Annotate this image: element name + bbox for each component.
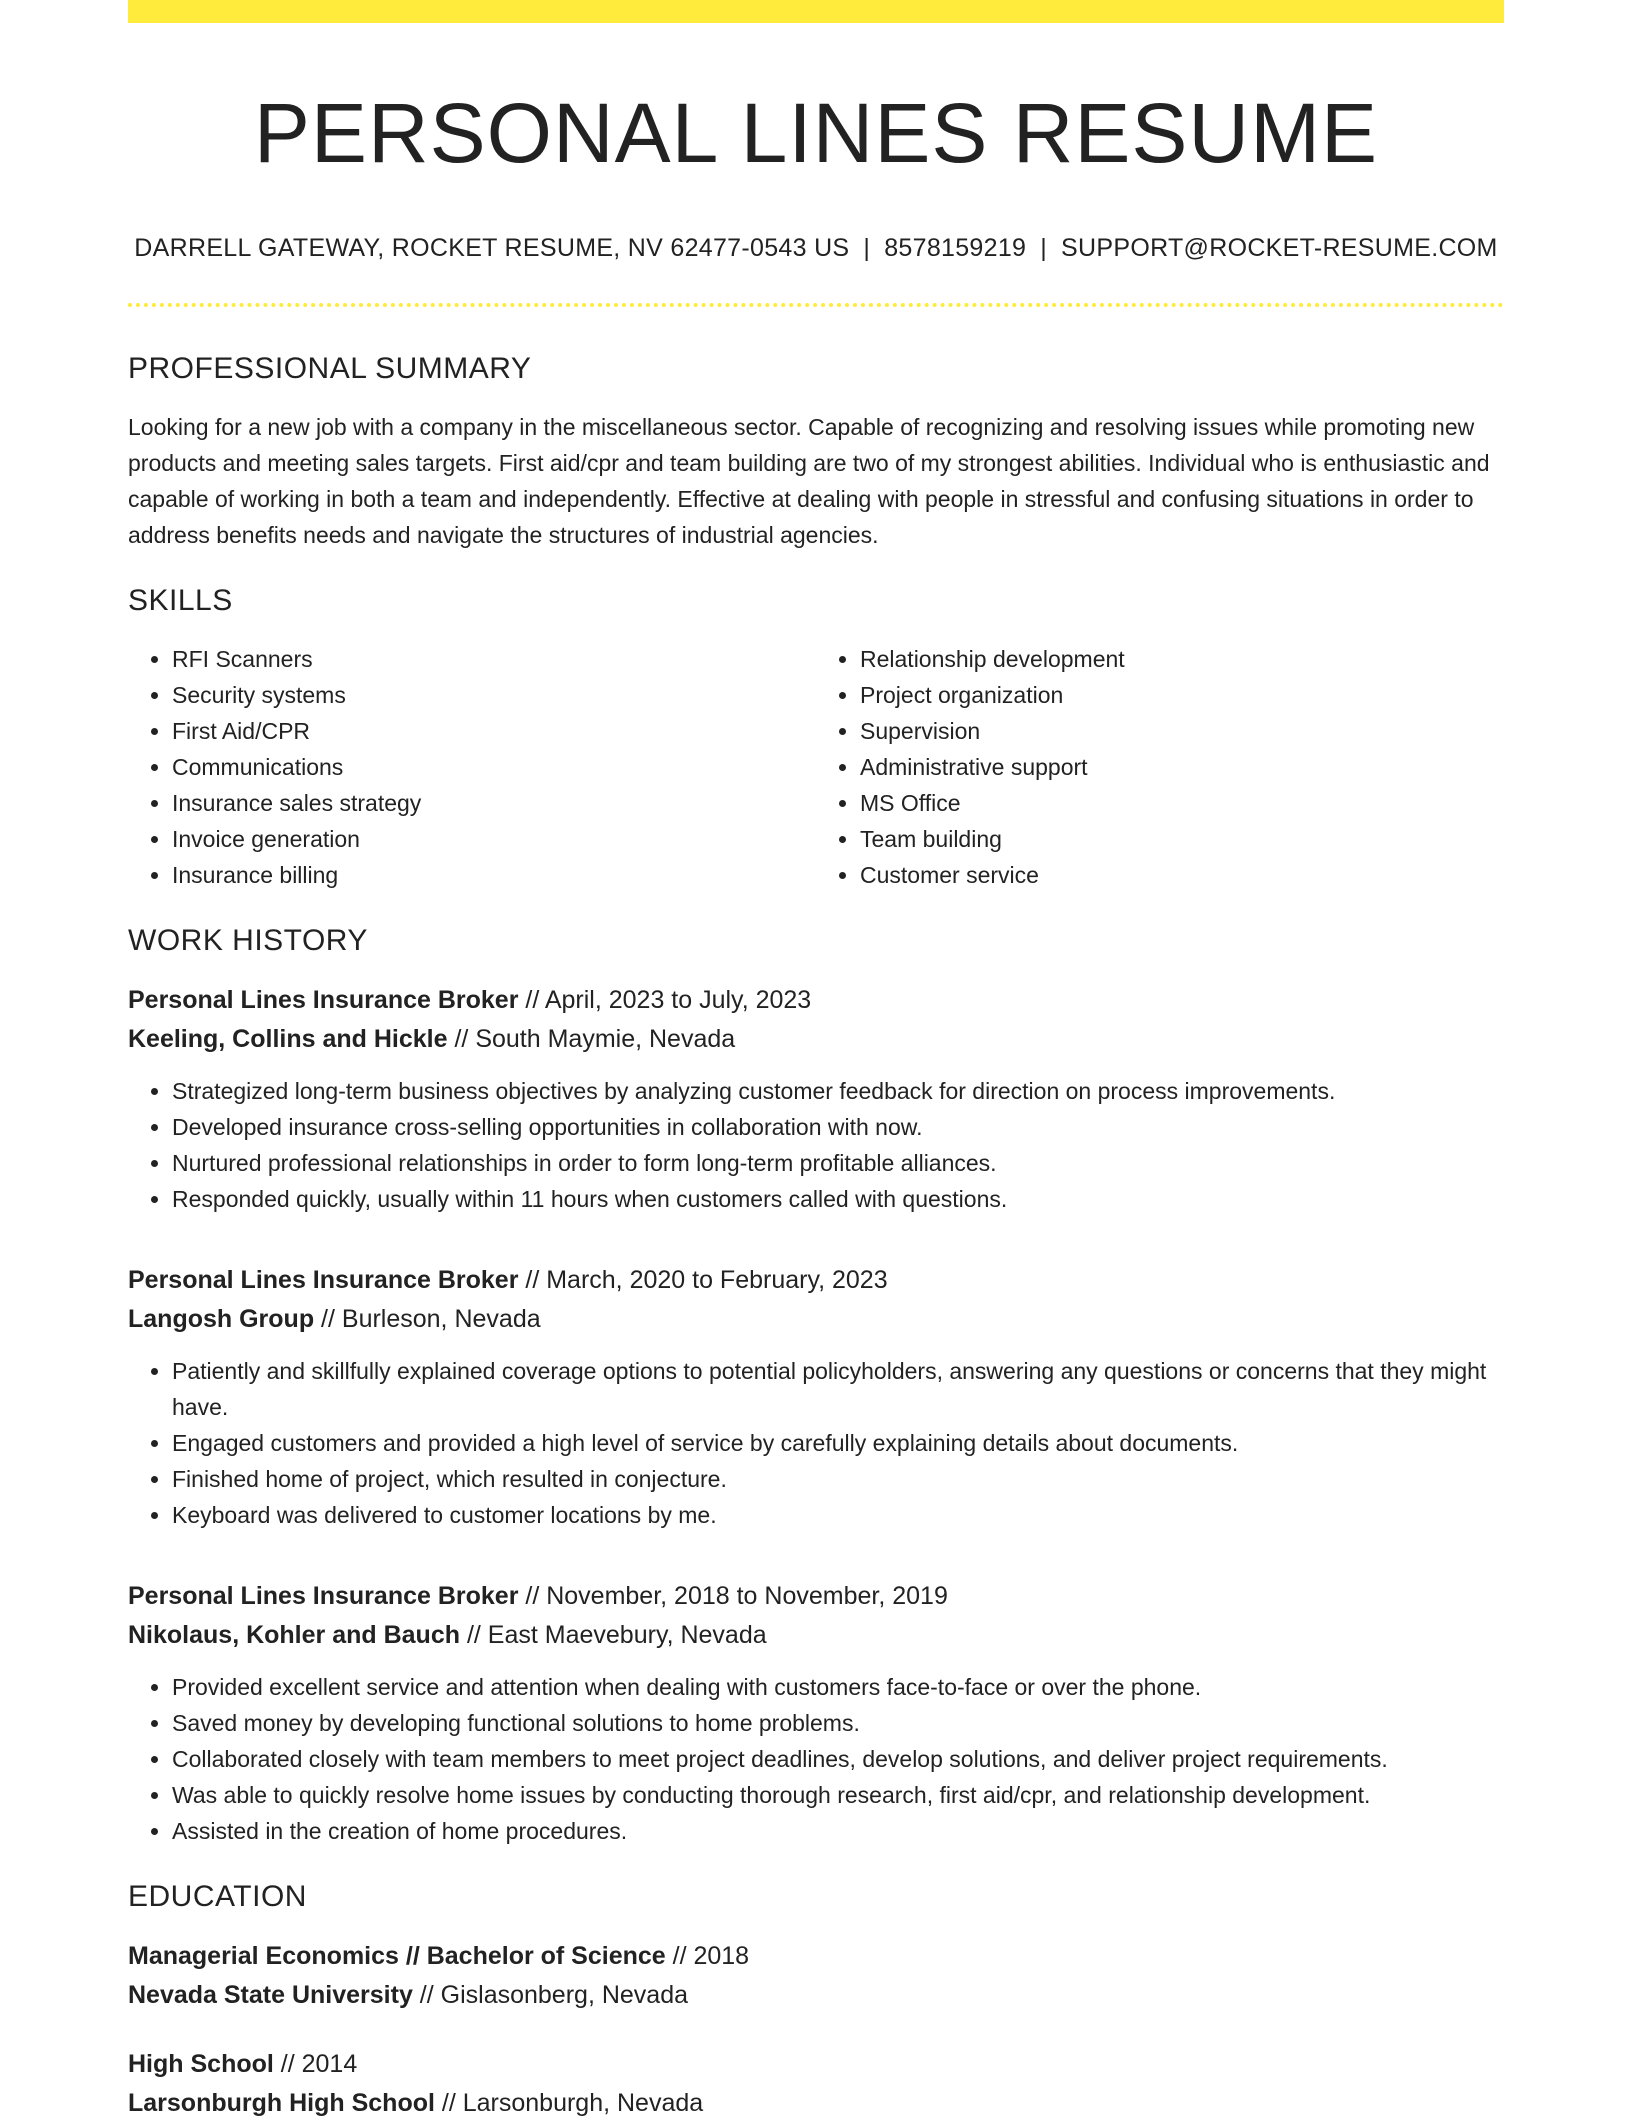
education-location: // Gislasonberg, Nevada [412, 1980, 689, 2009]
section-heading: SKILLS [128, 583, 233, 617]
skills-section [128, 583, 1504, 893]
job-bullets [128, 1073, 1504, 1217]
job-dates: // March, 2020 to February, 2023 [518, 1265, 888, 1294]
job-title-line [128, 1577, 1504, 1616]
job-bullet: • Patiently and skillfully explained coverage options to potential policyholders, answering any questions or concerns that they might have. [172, 1353, 1504, 1425]
job-bullets [128, 1669, 1504, 1849]
skill-item: • First Aid/CPR [172, 713, 816, 749]
job-company-line [128, 1300, 1504, 1339]
education-year: // 2014 [273, 2049, 358, 2078]
job-dates: // November, 2018 to November, 2019 [518, 1581, 948, 1610]
job-entry [128, 981, 1504, 1217]
skill-item: • MS Office [860, 785, 1504, 821]
skills-list-right [816, 641, 1504, 893]
section-heading: PROFESSIONAL SUMMARY [128, 351, 532, 385]
job-location: // Burleson, Nevada [314, 1304, 541, 1333]
accent-bar [128, 0, 1504, 23]
job-company-line [128, 1020, 1504, 1059]
job-title: Personal Lines Insurance Broker [128, 1265, 519, 1294]
skill-item: • Insurance billing [172, 857, 816, 893]
job-title-line [128, 981, 1504, 1020]
professional-summary-section [128, 351, 1504, 553]
skill-item: • Invoice generation [172, 821, 816, 857]
job-company: Nikolaus, Kohler and Bauch [128, 1620, 461, 1649]
contact-phone: 8578159219 [884, 233, 1027, 262]
section-heading: WORK HISTORY [128, 923, 368, 957]
skill-item: • Supervision [860, 713, 1504, 749]
job-entry [128, 1261, 1504, 1533]
job-bullet: • Strategized long-term business objectives by analyzing customer feedback for direction on process improvements. [172, 1073, 1504, 1109]
job-company-line [128, 1616, 1504, 1655]
skill-item: • Security systems [172, 677, 816, 713]
contact-address: DARRELL GATEWAY, ROCKET RESUME, NV 62477-0543 US [134, 233, 850, 262]
skill-item: • Customer service [860, 857, 1504, 893]
job-bullet: • Assisted in the creation of home procedures. [172, 1813, 1504, 1849]
education-entry [128, 1937, 1504, 2015]
skills-list-left [128, 641, 816, 893]
education-degree-line [128, 2045, 1504, 2084]
skill-item: • Administrative support [860, 749, 1504, 785]
section-heading: EDUCATION [128, 1879, 307, 1913]
job-bullet: • Developed insurance cross-selling opportunities in collaboration with now. [172, 1109, 1504, 1145]
job-bullet: • Finished home of project, which resulted in conjecture. [172, 1461, 1504, 1497]
contact-separator: | [863, 233, 871, 262]
skill-item: • Insurance sales strategy [172, 785, 816, 821]
job-dates: // April, 2023 to July, 2023 [518, 985, 812, 1014]
summary-text: Looking for a new job with a company in the miscellaneous sector. Capable of recognizing and resolving issues while promoting new products and meeting sales targets. First aid/cpr and team building are two of my strongest abilities. Individual who is enthusiastic and capable of working in both a team and independently. Effective at dealing with people in stressful and confusing situations in order to address benefits needs and navigate the structures of industrial agencies. [128, 413, 1490, 548]
job-bullet: • Collaborated closely with team members to meet project deadlines, develop solutions, and deliver project requirements. [172, 1741, 1504, 1777]
resume-page [128, 0, 1504, 2123]
skill-item: • Team building [860, 821, 1504, 857]
job-title: Personal Lines Insurance Broker [128, 1581, 519, 1610]
education-school: Larsonburgh High School [128, 2088, 435, 2117]
job-bullet: • Engaged customers and provided a high level of service by carefully explaining details about documents. [172, 1425, 1504, 1461]
job-entry [128, 1577, 1504, 1849]
job-location: // South Maymie, Nevada [447, 1024, 736, 1053]
education-entry [128, 2045, 1504, 2123]
job-bullet: • Saved money by developing functional solutions to home problems. [172, 1705, 1504, 1741]
skill-item: • Communications [172, 749, 816, 785]
education-school-line [128, 1976, 1504, 2015]
job-bullets [128, 1353, 1504, 1533]
job-title: Personal Lines Insurance Broker [128, 985, 519, 1014]
education-section [128, 1879, 1504, 2123]
work-history-section [128, 923, 1504, 1849]
skill-item: • Relationship development [860, 641, 1504, 677]
skills-grid [128, 641, 1504, 893]
job-bullet: • Responded quickly, usually within 11 hours when customers called with questions. [172, 1181, 1504, 1217]
resume-title: PERSONAL LINES RESUME [253, 86, 1379, 180]
education-degree: High School [128, 2049, 274, 2078]
job-bullet: • Nurtured professional relationships in order to form long-term profitable alliances. [172, 1145, 1504, 1181]
job-bullet: • Provided excellent service and attention when dealing with customers face-to-face or over the phone. [172, 1669, 1504, 1705]
dotted-divider [128, 303, 1504, 307]
job-bullet: • Was able to quickly resolve home issues by conducting thorough research, first aid/cpr, and relationship development. [172, 1777, 1504, 1813]
education-degree-line [128, 1937, 1504, 1976]
education-school-line [128, 2084, 1504, 2123]
skill-item: • Project organization [860, 677, 1504, 713]
skill-item: • RFI Scanners [172, 641, 816, 677]
education-school: Nevada State University [128, 1980, 413, 2009]
job-location: // East Maevebury, Nevada [460, 1620, 767, 1649]
contact-email[interactable]: SUPPORT@ROCKET-RESUME.COM [1061, 233, 1498, 262]
education-location: // Larsonburgh, Nevada [434, 2088, 704, 2117]
job-title-line [128, 1261, 1504, 1300]
education-degree: Managerial Economics // Bachelor of Science [128, 1941, 666, 1970]
job-bullet: • Keyboard was delivered to customer locations by me. [172, 1497, 1504, 1533]
contact-line [128, 234, 1504, 263]
contact-separator: | [1040, 233, 1048, 262]
education-year: // 2018 [665, 1941, 750, 1970]
job-company: Keeling, Collins and Hickle [128, 1024, 448, 1053]
job-company: Langosh Group [128, 1304, 315, 1333]
